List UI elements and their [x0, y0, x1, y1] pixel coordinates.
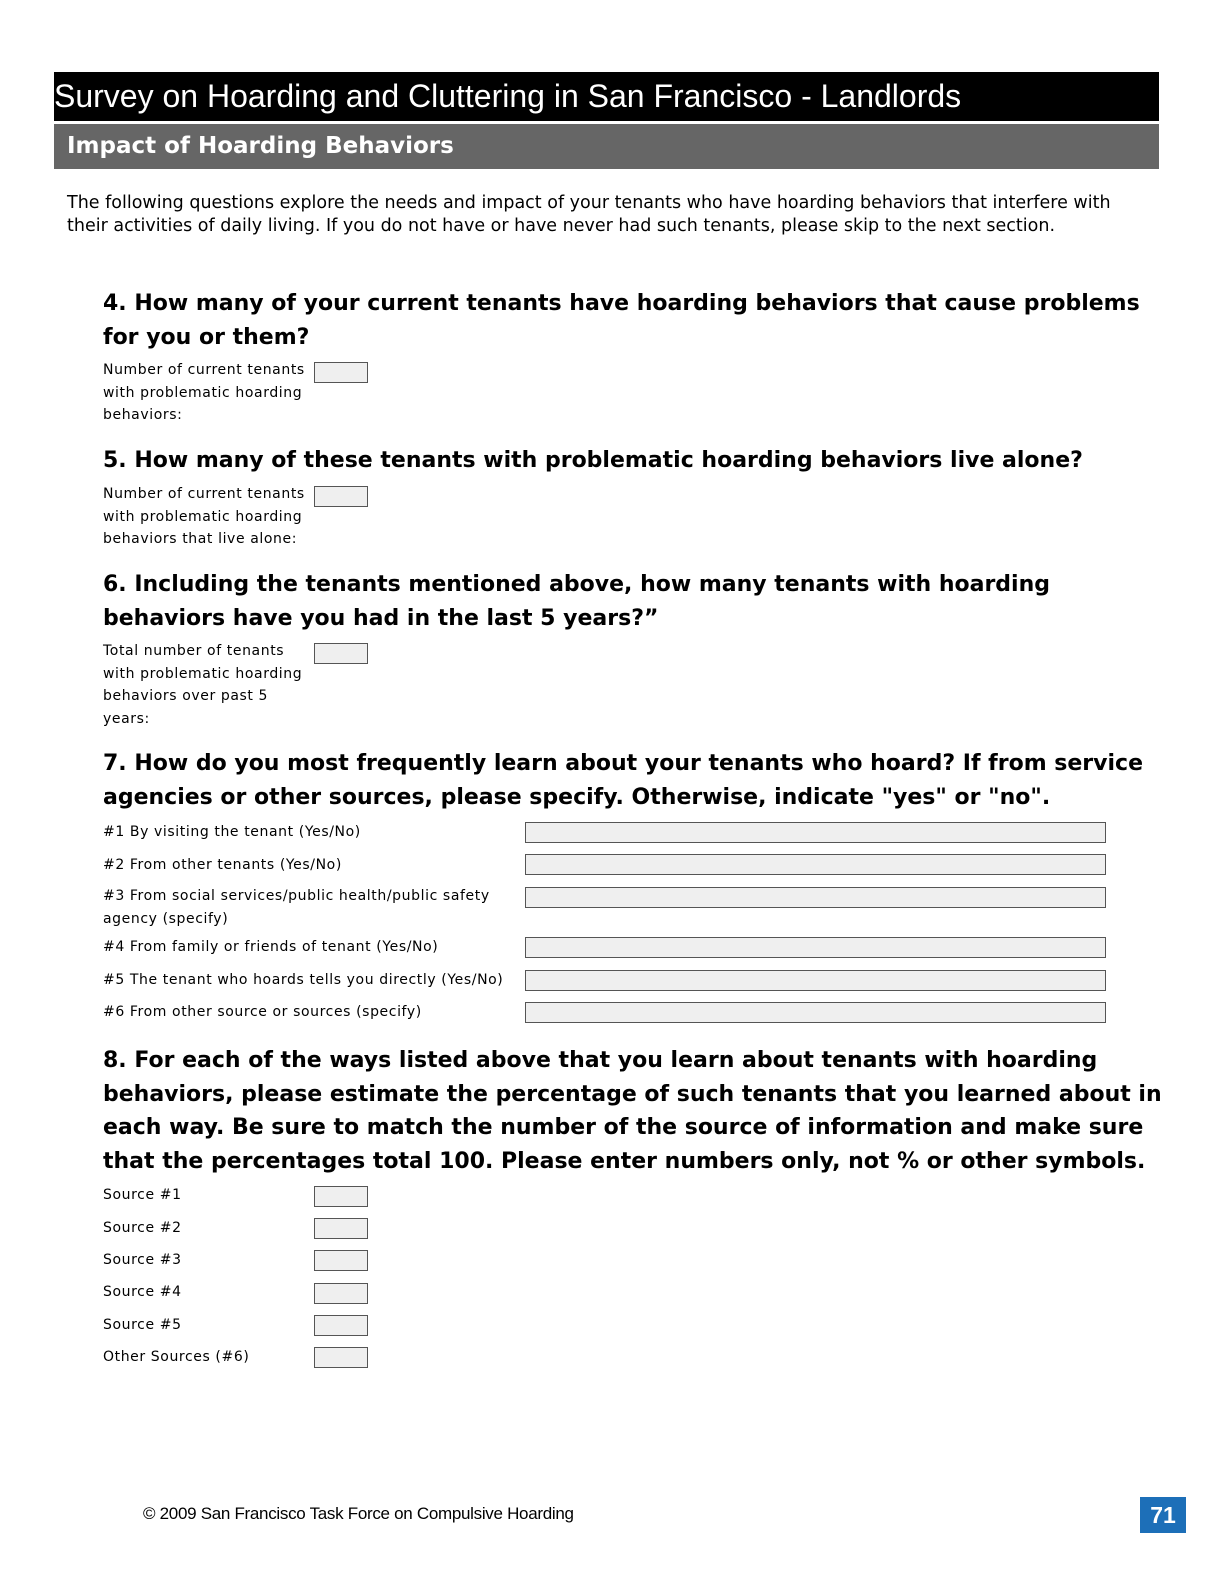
question-4: 4. How many of your current tenants have hoarding behaviors that cause problems for you or them? [103, 291, 1140, 350]
q7-source-6-label: #6 From other source or sources (specify) [103, 1004, 422, 1020]
q7-source-1-label: #1 By visiting the tenant (Yes/No) [103, 824, 361, 840]
q6-field-label: Total number of tenants with problematic hoarding behaviors over past 5 years: [103, 643, 303, 728]
q8-other-sources-label: Other Sources (#6) [103, 1349, 250, 1365]
q8-source-1-input[interactable] [314, 1186, 368, 1207]
question-7: 7. How do you most frequently learn about your tenants who hoard? If from service agencies or other sources, please specify. Otherwise, indicate "yes" or "no". [103, 751, 1144, 810]
q7-source-1-input[interactable] [525, 822, 1106, 843]
q7-source-6-input[interactable] [525, 1002, 1106, 1023]
q8-source-3-label: Source #3 [103, 1252, 182, 1268]
intro-text: The following questions explore the needs and impact of your tenants who have hoarding behaviors that interfere with their activities of daily living. If you do not have or have never had such tenants, please skip to the next section. [67, 193, 1111, 236]
q7-source-3-input[interactable] [525, 887, 1106, 908]
q4-number-input[interactable] [314, 362, 368, 383]
q7-source-4-input[interactable] [525, 937, 1106, 958]
q5-number-input[interactable] [314, 486, 368, 507]
q4-field-label: Number of current tenants with problematic hoarding behaviors: [103, 362, 305, 424]
q7-source-2-input[interactable] [525, 854, 1106, 875]
q5-field-label: Number of current tenants with problematic hoarding behaviors that live alone: [103, 486, 305, 548]
q8-source-2-label: Source #2 [103, 1220, 182, 1236]
q7-source-4-label: #4 From family or friends of tenant (Yes/No) [103, 939, 439, 955]
page-number-badge: 71 [1140, 1497, 1186, 1533]
survey-title: Survey on Hoarding and Cluttering in San Francisco - Landlords [54, 72, 1159, 121]
q7-source-3-label: #3 From social services/public health/public safety agency (specify) [103, 888, 490, 927]
q7-source-5-input[interactable] [525, 970, 1106, 991]
footer-copyright: © 2009 San Francisco Task Force on Compulsive Hoarding [143, 1504, 574, 1523]
section-heading: Impact of Hoarding Behaviors [54, 124, 1159, 169]
q8-other-sources-input[interactable] [314, 1347, 368, 1368]
q8-source-4-label: Source #4 [103, 1284, 182, 1300]
q8-source-2-input[interactable] [314, 1218, 368, 1239]
q8-source-3-input[interactable] [314, 1250, 368, 1271]
question-6: 6. Including the tenants mentioned above, how many tenants with hoarding behaviors have you had in the last 5 years?” [103, 572, 1051, 631]
question-8: 8. For each of the ways listed above that you learn about tenants with hoarding behaviors, please estimate the percentage of such tenants that you learned about in each way. Be sure to match the number of the source of information and make sure that the percentages total 100. Please enter numbers only, not % or other symbols. [103, 1048, 1162, 1174]
question-5: 5. How many of these tenants with problematic hoarding behaviors live alone? [103, 448, 1083, 473]
q8-source-4-input[interactable] [314, 1283, 368, 1304]
q7-source-2-label: #2 From other tenants (Yes/No) [103, 857, 342, 873]
q8-source-1-label: Source #1 [103, 1187, 182, 1203]
q8-source-5-label: Source #5 [103, 1317, 182, 1333]
q8-source-5-input[interactable] [314, 1315, 368, 1336]
q6-number-input[interactable] [314, 643, 368, 664]
q7-source-5-label: #5 The tenant who hoards tells you directly (Yes/No) [103, 972, 504, 988]
